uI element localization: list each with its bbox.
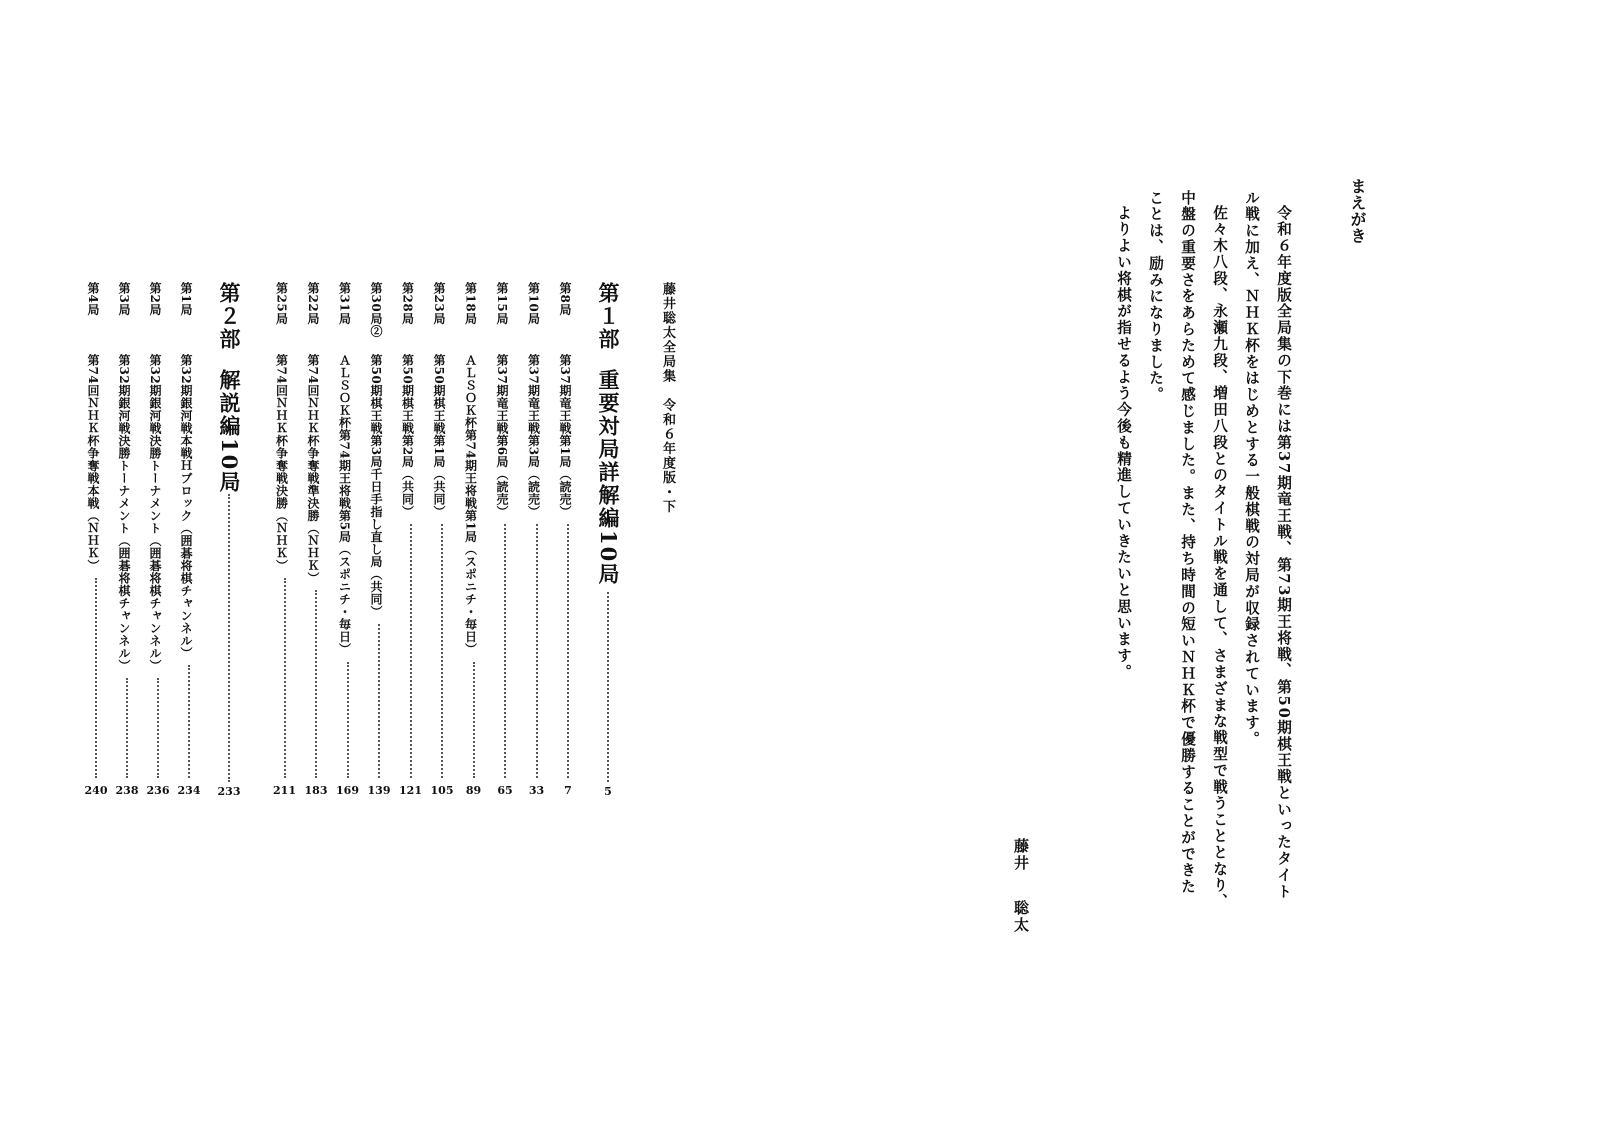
part2-title: 解説編10局 [217,369,242,495]
part2-heading [219,282,240,494]
toc-dot-leader [567,524,569,778]
part1-heading [598,282,619,586]
part2-leader [228,494,230,782]
preface-title: まえがき [1348,178,1367,244]
toc-entry [306,282,326,802]
toc-entry [527,282,547,802]
toc-entry-number: 第25局 [274,282,289,325]
toc-entry-page: 89 [465,784,482,797]
toc-entry-page: 238 [115,784,139,797]
toc-entry-number: 第1局 [179,282,193,316]
toc-heading: 藤井聡太全局集 令和６年度版・下 [660,282,675,514]
toc-dot-leader [504,524,506,778]
toc-entry [464,282,484,802]
toc-entry-number: 第10局 [526,282,541,325]
preface-body [1099,190,1299,910]
toc-dot-leader [188,665,190,778]
part1-title: 重要対局詳解編10局 [596,369,621,587]
toc-entry-number: 第30局② [369,282,383,338]
toc-entry-number: 第23局 [432,282,446,325]
toc-dot-leader [126,678,128,778]
toc-entry-title: 第37期竜王戦第6局（読売） [495,354,509,519]
toc-entry-title: 第32期銀河戦決勝トーナメント（囲碁将棋チャンネル） [117,354,131,672]
toc-entry-page: 139 [367,784,391,797]
toc-entry [275,282,295,802]
toc-dot-leader [536,524,538,778]
toc-entry-title: 第32期銀河戦本戦Ｈブロック（囲碁将棋チャンネル） [179,354,193,660]
toc-dot-leader [378,624,380,778]
toc-entry-page: 183 [304,784,328,797]
toc-entry-page: 234 [177,784,201,797]
toc-entry-title: 第32期銀河戦決勝トーナメント（囲碁将棋チャンネル） [148,354,162,672]
toc-entry-number: 第15局 [495,282,509,325]
toc-entry-page: 33 [528,784,545,797]
toc-dot-leader [315,590,317,778]
toc-entry-title: 第50期棋王戦第3局千日手指し直し局（共同） [369,354,383,619]
toc-dot-leader [410,524,412,778]
toc-entry-page: 169 [336,784,359,797]
toc-entry [401,282,421,802]
toc-entry [179,282,199,802]
toc-entry-number: 第8局 [558,282,572,316]
toc-entry-title: 第37期竜王戦第3局（読売） [526,354,541,519]
signature-family-name: 藤井 [1012,838,1030,872]
toc-entry [495,282,515,802]
author-signature [1013,838,1028,934]
toc-entry-title: 第50期棋王戦第1局（共同） [432,354,446,519]
toc-entry-number: 第22局 [306,282,320,325]
toc-entry-page: 211 [273,784,296,797]
toc-entry-page: 240 [84,784,108,797]
part1-label: 第１部 [596,282,621,351]
toc-entry-page: 65 [497,784,513,797]
preface-paragraph: よりよい将棋が指せるよう今後も精進していきたいと思います。 [1115,204,1132,681]
toc-entry-page: 236 [146,784,170,797]
toc-entry-title: ＡＬＳＯＫ杯第74期王将戦第1局（スポニチ・毎日） [463,354,478,656]
toc-entry-page: 105 [430,784,454,797]
toc-dot-leader [95,578,97,778]
part2-label: 第２部 [217,282,242,351]
toc-dot-leader [441,524,443,778]
toc-entry-title: 第37期竜王戦第1局（読売） [558,354,572,519]
toc-entry-page: 7 [564,784,572,797]
toc-entry-number: 第28局 [400,282,415,325]
toc-entry-title: 第50期棋王戦第2局（共同） [400,354,415,519]
toc-dot-leader [473,662,475,778]
toc-entry [558,282,578,802]
preface-paragraph: 佐々木八段、永瀬九段、増田八段とのタイトル戦を通して、さまざまな戦型で戦うこととなり、中盤の重要さをあらためて感じました。また、持ち時間の短いＮＨＫ杯で優勝することができたことは、励みになりました。 [1147,190,1228,910]
toc-dot-leader [157,678,159,778]
toc-entry-page: 121 [399,784,422,797]
toc-entry-number: 第4局 [86,282,100,316]
signature-given-name: 聡太 [1012,900,1030,934]
part2-page: 233 [217,785,241,798]
preface-paragraph: 令和６年度版全局集の下巻には第37期竜王戦、第73期王将戦、第50期棋王戦といったタイトル戦に加え、ＮＨＫ杯をはじめとする一般棋戦の対局が収録されています。 [1243,190,1292,900]
toc-entry [86,282,106,802]
toc-entry-title: 第74回ＮＨＫ杯争奪戦決勝（ＮＨＫ） [274,354,289,572]
toc-entry-number: 第31局 [337,282,352,325]
toc-entry [369,282,389,802]
toc-entry-number: 第3局 [117,282,131,316]
toc-entry [432,282,452,802]
toc-dot-leader [347,662,349,778]
part1-page: 5 [604,785,612,798]
part1-leader [607,592,609,782]
toc-entry-title: 第74回ＮＨＫ杯争奪戦本戦（ＮＨＫ） [86,354,100,572]
toc-entry-title: ＡＬＳＯＫ杯第74期王将戦第5局（スポニチ・毎日） [337,354,352,656]
toc-entry [338,282,358,802]
toc-entry-number: 第18局 [463,282,478,325]
toc-entry [117,282,137,802]
toc-entry-title: 第74回ＮＨＫ杯争奪戦準決勝（ＮＨＫ） [306,354,320,585]
toc-dot-leader [284,578,286,778]
toc-entry [148,282,168,802]
toc-entry-number: 第2局 [148,282,162,316]
